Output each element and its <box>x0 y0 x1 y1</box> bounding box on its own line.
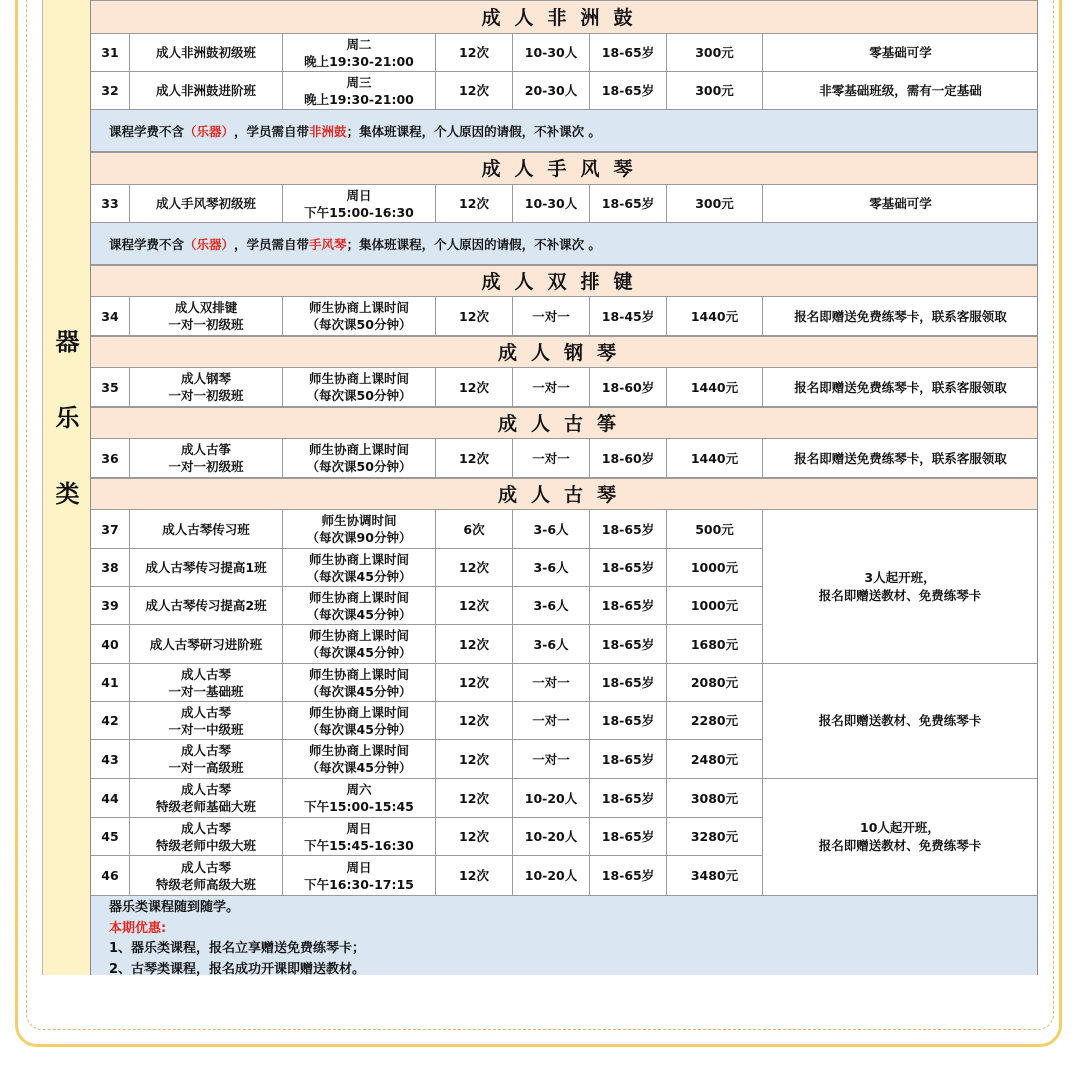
schedule <box>283 664 436 702</box>
course-name-line: 成人双排键 <box>174 300 238 315</box>
row-id: 36 <box>91 439 130 478</box>
course-name-line: 一对一基础班 <box>168 683 244 699</box>
price: 300元 <box>667 72 763 110</box>
schedule <box>283 510 436 549</box>
price: 1440元 <box>667 368 763 407</box>
age-range: 18-65岁 <box>590 818 667 856</box>
remark-group-3 <box>763 779 1037 896</box>
course-name: 成人古琴传习提高2班 <box>130 587 283 625</box>
age-range: 18-65岁 <box>590 72 667 110</box>
remark-line: 报名即赠送教材、免费练琴卡 <box>818 838 982 853</box>
schedule-line: 师生协商上课时间 <box>308 743 409 758</box>
course-name-line: 成人古琴 <box>180 859 231 875</box>
course-name: 成人非洲鼓初级班 <box>130 34 283 72</box>
course-name-line: 一对一初级班 <box>168 388 244 403</box>
course-name-line: 特级老师基础大班 <box>155 799 256 814</box>
table-row <box>91 368 1037 407</box>
schedule-line: （每次课50分钟） <box>306 459 412 474</box>
remark-line: 报名即赠送教材、免费练琴卡 <box>818 587 982 603</box>
price: 1000元 <box>667 587 763 625</box>
class-size: 3-6人 <box>513 587 590 625</box>
remark-line: 10人起开班， <box>860 820 940 835</box>
schedule-line: 周三 <box>346 74 372 90</box>
price: 1440元 <box>667 297 763 336</box>
notice-text: ，学员需自带 <box>234 236 310 252</box>
schedule <box>283 185 436 223</box>
notice-highlight: 非洲鼓 <box>309 123 347 139</box>
course-name <box>130 856 283 896</box>
course-name <box>130 779 283 818</box>
row-id: 42 <box>91 702 130 740</box>
table-row <box>91 439 1037 478</box>
course-name-line: 一对一初级班 <box>168 459 244 474</box>
schedule <box>283 740 436 779</box>
session-count: 12次 <box>436 740 513 779</box>
session-count: 12次 <box>436 297 513 336</box>
notice-text: 课程学费不含 <box>109 123 185 139</box>
section-header-accordion: 成人手风琴 <box>91 152 1037 185</box>
class-size: 10-20人 <box>513 856 590 896</box>
row-id: 43 <box>91 740 130 779</box>
price: 2280元 <box>667 702 763 740</box>
schedule-line: （每次课50分钟） <box>306 317 412 332</box>
row-id: 41 <box>91 664 130 702</box>
schedule-line: （每次课45分钟） <box>306 645 412 660</box>
age-range: 18-60岁 <box>590 368 667 407</box>
price: 1680元 <box>667 625 763 664</box>
row-id: 38 <box>91 549 130 587</box>
row-id: 37 <box>91 510 130 549</box>
schedule <box>283 549 436 587</box>
class-size: 10-20人 <box>513 779 590 818</box>
schedule-line: 师生协商上课时间 <box>308 551 409 567</box>
course-name: 成人非洲鼓进阶班 <box>130 72 283 110</box>
schedule <box>283 625 436 664</box>
class-size: 3-6人 <box>513 510 590 549</box>
schedule <box>283 702 436 740</box>
notice-highlight: 手风琴 <box>309 236 347 252</box>
row-id: 45 <box>91 818 130 856</box>
class-size: 一对一 <box>513 439 590 478</box>
course-name-line: 特级老师中级大班 <box>155 837 256 853</box>
price: 3080元 <box>667 779 763 818</box>
course-name-line: 成人古琴 <box>180 743 231 758</box>
row-id: 31 <box>91 34 130 72</box>
schedule-line: 师生协商上课时间 <box>308 666 409 682</box>
row-id: 39 <box>91 587 130 625</box>
course-name-line: 成人古琴 <box>180 782 231 797</box>
promo-title: 本期优惠: <box>109 920 167 936</box>
course-name <box>130 664 283 702</box>
course-name-line: 一对一高级班 <box>168 760 244 775</box>
schedule <box>283 297 436 336</box>
schedule-line: （每次课45分钟） <box>306 721 412 737</box>
notice-text: ；集体班课程，个人原因的请假，不补课次 。 <box>346 236 601 252</box>
schedule-line: 师生协调时间 <box>321 513 397 528</box>
row-id: 34 <box>91 297 130 336</box>
session-count: 12次 <box>436 856 513 896</box>
course-name <box>130 297 283 336</box>
remark: 非零基础班级，需有一定基础 <box>763 72 1038 110</box>
footer-line: 1、器乐类课程，报名立享赠送免费练琴卡； <box>109 941 366 956</box>
price: 1440元 <box>667 439 763 478</box>
schedule <box>283 587 436 625</box>
price: 3280元 <box>667 818 763 856</box>
notice-text: ，学员需自带 <box>234 123 310 139</box>
section-header-electone: 成人双排键 <box>91 265 1037 297</box>
session-count: 12次 <box>436 779 513 818</box>
age-range: 18-65岁 <box>590 510 667 549</box>
table-row <box>91 72 1037 110</box>
notice-drum <box>91 110 1037 152</box>
footer-line: 2、古琴类课程，报名成功开课即赠送教材。 <box>109 961 366 977</box>
class-size: 10-30人 <box>513 185 590 223</box>
session-count: 12次 <box>436 34 513 72</box>
category-column <box>42 0 91 975</box>
price: 3480元 <box>667 856 763 896</box>
remark-group-2: 报名即赠送教材、免费练琴卡 <box>763 664 1037 779</box>
age-range: 18-60岁 <box>590 439 667 478</box>
schedule-line: 周日 <box>346 859 372 875</box>
session-count: 12次 <box>436 185 513 223</box>
row-id: 35 <box>91 368 130 407</box>
course-name-line: 成人古琴 <box>180 666 231 682</box>
remark-line: 3人起开班， <box>864 569 936 585</box>
table-row <box>91 34 1037 72</box>
notice-accordion <box>91 223 1037 265</box>
schedule-line: 周日 <box>346 187 372 203</box>
schedule <box>283 34 436 72</box>
row-id: 44 <box>91 779 130 818</box>
age-range: 18-65岁 <box>590 779 667 818</box>
class-size: 3-6人 <box>513 549 590 587</box>
course-name <box>130 368 283 407</box>
schedule-line: 下午16:30-17:15 <box>304 876 414 892</box>
notice-text: 课程学费不含 <box>109 236 185 252</box>
course-name-line: 一对一初级班 <box>168 317 244 332</box>
price: 2480元 <box>667 740 763 779</box>
session-count: 12次 <box>436 587 513 625</box>
session-count: 12次 <box>436 549 513 587</box>
category-char: 乐 <box>55 404 80 432</box>
age-range: 18-65岁 <box>590 740 667 779</box>
section-header-piano: 成人钢琴 <box>91 336 1037 368</box>
remark: 报名即赠送免费练琴卡，联系客服领取 <box>763 368 1038 407</box>
course-name: 成人古琴传习班 <box>130 510 283 549</box>
schedule-line: 师生协商上课时间 <box>308 300 409 315</box>
schedule-line: （每次课45分钟） <box>306 606 412 622</box>
remark-group-1 <box>763 510 1037 664</box>
class-size: 10-20人 <box>513 818 590 856</box>
schedule-line: （每次课45分钟） <box>306 760 412 775</box>
section-header-guzheng: 成人古筝 <box>91 407 1037 439</box>
course-table <box>91 0 1038 975</box>
schedule-line: 周二 <box>346 36 372 52</box>
schedule-line: 师生协商上课时间 <box>308 371 409 386</box>
schedule-line: 师生协商上课时间 <box>308 704 409 720</box>
price: 1000元 <box>667 549 763 587</box>
row-id: 32 <box>91 72 130 110</box>
schedule-line: 师生协商上课时间 <box>308 442 409 457</box>
course-name: 成人古琴研习进阶班 <box>130 625 283 664</box>
class-size: 一对一 <box>513 740 590 779</box>
schedule <box>283 439 436 478</box>
course-name-line: 一对一中级班 <box>168 721 244 737</box>
notice-highlight: （乐器） <box>184 236 235 252</box>
schedule-line: 晚上19:30-21:00 <box>304 91 414 107</box>
course-name-line: 成人钢琴 <box>180 371 231 386</box>
schedule <box>283 368 436 407</box>
class-size: 一对一 <box>513 297 590 336</box>
age-range: 18-65岁 <box>590 856 667 896</box>
price: 500元 <box>667 510 763 549</box>
schedule-line: 下午15:45-16:30 <box>304 837 414 853</box>
course-name-line: 成人古琴 <box>180 820 231 836</box>
schedule <box>283 779 436 818</box>
remark: 零基础可学 <box>763 185 1038 223</box>
session-count: 12次 <box>436 72 513 110</box>
class-size: 10-30人 <box>513 34 590 72</box>
course-name-line: 成人古筝 <box>180 442 231 457</box>
footer-line: 器乐类课程随到随学。 <box>109 900 240 915</box>
price: 300元 <box>667 34 763 72</box>
course-name: 成人古琴传习提高1班 <box>130 549 283 587</box>
notice-text: ；集体班课程，个人原因的请假，不补课次 。 <box>346 123 601 139</box>
session-count: 6次 <box>436 510 513 549</box>
session-count: 12次 <box>436 664 513 702</box>
course-name <box>130 740 283 779</box>
schedule-line: 周六 <box>346 782 372 797</box>
class-size: 3-6人 <box>513 625 590 664</box>
category-char: 类 <box>55 480 80 508</box>
table-row <box>91 185 1037 223</box>
class-size: 一对一 <box>513 702 590 740</box>
session-count: 12次 <box>436 702 513 740</box>
age-range: 18-65岁 <box>590 625 667 664</box>
course-name <box>130 439 283 478</box>
schedule-line: （每次课90分钟） <box>306 530 412 545</box>
course-name <box>130 702 283 740</box>
row-id: 33 <box>91 185 130 223</box>
schedule-line: 师生协商上课时间 <box>308 628 409 643</box>
age-range: 18-65岁 <box>590 664 667 702</box>
session-count: 12次 <box>436 625 513 664</box>
schedule-line: 下午15:00-16:30 <box>304 204 414 220</box>
price: 2080元 <box>667 664 763 702</box>
remark: 零基础可学 <box>763 34 1038 72</box>
schedule-line: 下午15:00-15:45 <box>304 799 414 814</box>
session-count: 12次 <box>436 368 513 407</box>
schedule-line: 周日 <box>346 820 372 836</box>
price: 300元 <box>667 185 763 223</box>
course-name-line: 特级老师高级大班 <box>155 876 256 892</box>
schedule-line: （每次课50分钟） <box>306 388 412 403</box>
schedule <box>283 856 436 896</box>
class-size: 一对一 <box>513 368 590 407</box>
age-range: 18-45岁 <box>590 297 667 336</box>
table-row <box>91 297 1037 336</box>
row-id: 40 <box>91 625 130 664</box>
schedule <box>283 72 436 110</box>
age-range: 18-65岁 <box>590 185 667 223</box>
footer-notes <box>91 896 1037 975</box>
course-name <box>130 818 283 856</box>
age-range: 18-65岁 <box>590 549 667 587</box>
class-size: 一对一 <box>513 664 590 702</box>
schedule-line: （每次课45分钟） <box>306 683 412 699</box>
age-range: 18-65岁 <box>590 34 667 72</box>
row-id: 46 <box>91 856 130 896</box>
class-size: 20-30人 <box>513 72 590 110</box>
remark: 报名即赠送免费练琴卡，联系客服领取 <box>763 297 1038 336</box>
category-char: 器 <box>55 328 80 356</box>
session-count: 12次 <box>436 439 513 478</box>
age-range: 18-65岁 <box>590 702 667 740</box>
course-name: 成人手风琴初级班 <box>130 185 283 223</box>
section-header-guqin: 成人古琴 <box>91 478 1037 510</box>
age-range: 18-65岁 <box>590 587 667 625</box>
schedule-line: （每次课45分钟） <box>306 568 412 584</box>
course-name-line: 成人古琴 <box>180 704 231 720</box>
notice-highlight: （乐器） <box>184 123 235 139</box>
section-header-african-drum: 成人非洲鼓 <box>91 0 1037 34</box>
remark: 报名即赠送免费练琴卡，联系客服领取 <box>763 439 1038 478</box>
session-count: 12次 <box>436 818 513 856</box>
schedule-line: 师生协商上课时间 <box>308 589 409 605</box>
schedule <box>283 818 436 856</box>
schedule-line: 晚上19:30-21:00 <box>304 53 414 69</box>
